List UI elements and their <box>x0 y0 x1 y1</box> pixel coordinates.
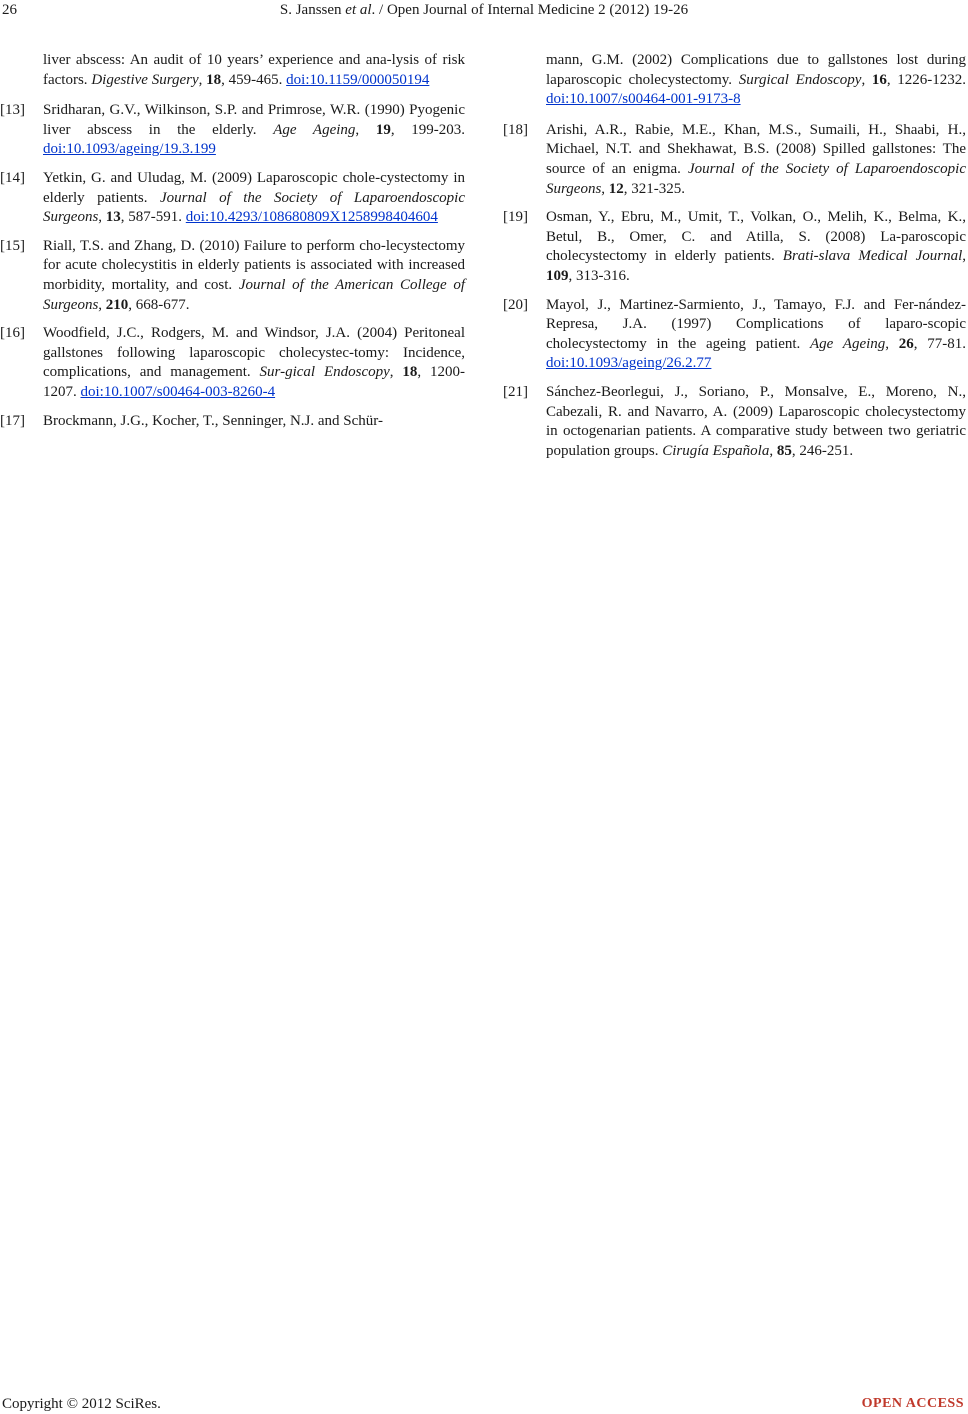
reference-21 <box>503 383 966 461</box>
running-title <box>0 2 968 19</box>
running-title-etal: et al <box>345 2 372 18</box>
reference-number: [20] <box>503 296 528 313</box>
reference-20 <box>503 296 966 374</box>
reference-17-continued <box>503 51 966 110</box>
reference-text: Osman, Y., Ebru, M., Umit, T., Volkan, O., Melih, K., Belma, K., Betul, B., Omer, C. and Atilla, S. (2008) La-paroscopic cholecystectomy in elderly patients. Brati-slava Medical Journal, 109, 313-316. <box>546 209 966 284</box>
reference-text: Mayol, J., Martinez-Sarmiento, J., Tamayo, F.J. and Fer-nández-Represa, J.A. (1997) Complications of laparo-scopic cholecystectomy in the ageing patient. Age Ageing, 26, 77-81. doi:10.1093/ageing/26.2.77 <box>546 296 967 372</box>
doi-link[interactable]: doi:10.1093/ageing/19.3.199 <box>43 141 216 158</box>
reference-18 <box>503 121 966 199</box>
running-title-journal: . / Open Journal of Internal Medicine 2 (2012) 19-26 <box>371 2 689 18</box>
page-number: 26 <box>2 2 17 18</box>
reference-text: Brockmann, J.G., Kocher, T., Senninger, N.J. and Schür- <box>43 412 383 429</box>
doi-link[interactable]: doi:10.1007/s00464-001-9173-8 <box>546 91 741 108</box>
reference-text: Sridharan, G.V., Wilkinson, S.P. and Primrose, W.R. (1990) Pyogenic liver abscess in the elderly. Age Ageing, 19, 199-203. doi:10.1093/ageing/19.3.199 <box>43 102 466 158</box>
right-column <box>503 51 966 470</box>
reference-text: Riall, T.S. and Zhang, D. (2010) Failure to perform cho-lecystectomy for acute cholecystitis in elderly patients is associated with increased morbidity, mortality, and cost. Journal of the American College of Surgeons, 210, 668-677. <box>43 237 465 313</box>
copyright-notice: Copyright © 2012 SciRes. <box>2 1396 161 1412</box>
doi-link[interactable]: doi:10.1093/ageing/26.2.77 <box>546 355 712 372</box>
reference-text: Sánchez-Beorlegui, J., Soriano, P., Monsalve, E., Moreno, N., Cabezali, R. and Navarro, A. (2009) Laparoscopic cholecystectomy in octogenarian patients. A comparative study between two geriatric population groups. Cirugía Española, 85, 246-251. <box>546 383 966 459</box>
page-header <box>0 0 968 24</box>
reference-number: [14] <box>0 169 25 186</box>
reference-19 <box>503 208 966 286</box>
reference-text: Woodfield, J.C., Rodgers, M. and Windsor, J.A. (2004) Peritoneal gallstones following laparoscopic cholecystec-tomy: Incidence, complications, and management. Sur-gical Endoscopy, 18, 1200-1207. doi:10.1007/s00464-003-8260-4 <box>43 325 466 400</box>
reference-12-continued <box>0 51 465 90</box>
reference-number: [21] <box>503 383 528 400</box>
reference-number: [15] <box>0 237 25 254</box>
reference-number: [17] <box>0 412 25 429</box>
reference-number: [19] <box>503 209 528 226</box>
reference-15 <box>0 237 465 315</box>
page-footer <box>0 1396 968 1414</box>
doi-link[interactable]: doi:10.4293/108680809X1258998404604 <box>185 209 438 226</box>
open-access-label: OPEN ACCESS <box>861 1396 964 1411</box>
reference-number: [18] <box>503 121 528 138</box>
reference-16 <box>0 324 465 402</box>
reference-17 <box>0 412 465 432</box>
reference-number: [16] <box>0 325 25 342</box>
reference-text: liver abscess: An audit of 10 years’ experience and ana-lysis of risk factors. Digestive Surgery, 18, 459-465. doi:10.1159/000050194 <box>43 52 465 88</box>
reference-text: Yetkin, G. and Uludag, M. (2009) Laparoscopic chole-cystectomy in elderly patients. Journal of the Society of Laparoendoscopic Surgeons, 13, 587-591. doi:10.4293/108680809X1258998404604 <box>43 169 465 226</box>
reference-text: Arishi, A.R., Rabie, M.E., Khan, M.S., Sumaili, H., Shaabi, H., Michael, N.T. and Shekhawat, B.S. (2008) Spilled gallstones: The source of an enigma. Journal of the Society of Laparoendoscopic Surgeons, 12, 321-325. <box>546 121 966 197</box>
doi-link[interactable]: doi:10.1159/000050194 <box>286 71 430 88</box>
reference-text: mann, G.M. (2002) Complications due to gallstones lost during laparoscopic cholecystectomy. Surgical Endoscopy, 16, 1226-1232. doi:10.1007/s00464-001-9173-8 <box>546 52 966 108</box>
reference-14 <box>0 169 465 228</box>
left-column <box>0 51 465 440</box>
reference-number: [13] <box>0 102 25 119</box>
reference-13 <box>0 101 465 160</box>
running-title-authors: S. Janssen <box>279 2 346 18</box>
doi-link[interactable]: doi:10.1007/s00464-003-8260-4 <box>80 383 276 400</box>
